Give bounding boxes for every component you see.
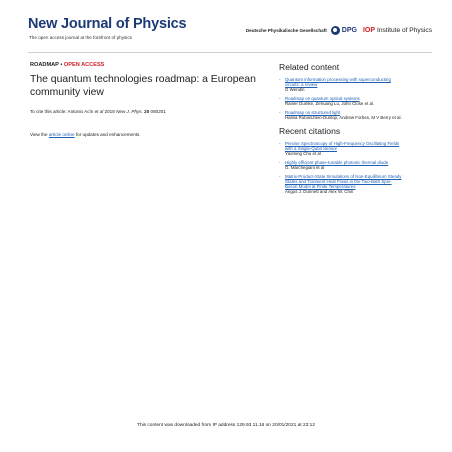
cite-journal: New J. Phys.: [116, 109, 143, 114]
related-item-title[interactable]: Roadmap on structured light: [285, 110, 341, 115]
journal-tagline: The open access journal at the forefront of physics: [29, 35, 132, 40]
cite-etal: et al: [94, 109, 104, 114]
view-prefix: View the: [30, 132, 49, 137]
bullet: -: [279, 96, 281, 101]
type-separator: •: [60, 62, 63, 68]
cite-page: 080201: [149, 109, 166, 114]
publisher-logos: [246, 24, 432, 36]
header-divider: [28, 52, 432, 53]
related-item-authors: Rainer Dumke, Zehuang Lu, John Close et al.: [285, 101, 375, 106]
view-suffix: for updates and enhancements.: [74, 132, 141, 137]
bullet: -: [279, 160, 281, 165]
cite-prefix: To cite this article: Antonio Acín: [30, 109, 95, 114]
iop-logo-label: IOP: [362, 26, 376, 34]
citation-item-title[interactable]: Precise Spectroscopy of High-Frequency Oscillating Fields with a Single-Qubit Sensor: [285, 141, 400, 151]
bullet: -: [279, 174, 281, 179]
article-online-link[interactable]: article online: [48, 132, 75, 137]
related-content-heading: Related content: [279, 62, 340, 72]
cite-volume: 20: [142, 109, 150, 114]
citation-item[interactable]: [279, 160, 434, 170]
article-type-line: [30, 62, 265, 68]
citation-item[interactable]: [279, 141, 434, 156]
related-item-title[interactable]: Roadmap on quantum optical systems: [285, 96, 360, 101]
download-footer: This content was downloaded from IP address 129.93.11.16 on 20/01/2021 at 23:12: [137, 423, 315, 428]
related-item-authors: G Wendin: [285, 87, 305, 92]
journal-header: [28, 16, 432, 46]
article-title: The quantum technologies roadmap: a European community view: [30, 74, 256, 98]
related-item[interactable]: [279, 77, 434, 92]
citation-item-authors: Angus J. Dunnett and Alex W. Chin: [285, 189, 354, 194]
journal-title[interactable]: New Journal of Physics: [28, 16, 187, 32]
related-item-title[interactable]: Quantum information processing with superconducting circuits: a review: [285, 77, 391, 87]
citation-item[interactable]: [279, 174, 434, 194]
citation-line: [30, 109, 265, 114]
bullet: -: [279, 77, 281, 82]
dpg-society-name: Deutsche Physikalische Gesellschaft: [245, 27, 327, 33]
sidebar: [279, 62, 434, 198]
related-item[interactable]: [279, 110, 434, 120]
recent-citations-heading: Recent citations: [279, 126, 341, 136]
related-item-authors: Halina Rubinsztein-Dunlop, Andrew Forbes, M V Berry et al.: [285, 115, 402, 120]
article-info: [30, 62, 265, 137]
dpg-label: DPG: [341, 26, 357, 34]
view-online-line: [30, 132, 265, 137]
article-type: ROADMAP: [30, 62, 59, 68]
citation-item-authors: Yaoming Chu et al: [285, 151, 321, 156]
iop-institute-name: Institute of Physics: [377, 26, 432, 34]
citation-item-title[interactable]: Highly efficient phase-tunable photonic thermal diode: [285, 160, 389, 165]
bullet: -: [279, 110, 281, 115]
bullet: -: [279, 141, 281, 146]
dpg-logo-icon: [331, 26, 340, 35]
related-item[interactable]: [279, 96, 434, 106]
open-access-badge: OPEN ACCESS: [63, 62, 105, 68]
citation-item-title[interactable]: Matrix-Product-State Simulations of Non-Equilibrium Steady States and Transient Heat Flows in the Two-Bath Spin-Boson Model at Finite Temperatures: [285, 174, 402, 189]
citation-item-authors: G. Marchegiani et al: [285, 165, 325, 170]
cite-year: 2018: [103, 109, 117, 114]
